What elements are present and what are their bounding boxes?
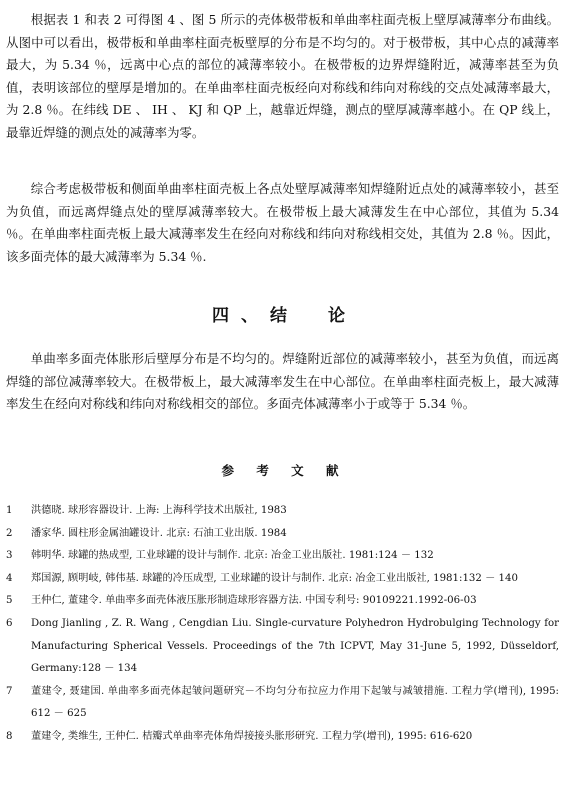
- reference-number: 4: [6, 572, 13, 584]
- reference-number: 5: [6, 595, 13, 607]
- reference-number: 3: [6, 550, 13, 562]
- body-paragraph-2: 综合考虑极带板和侧面单曲率柱面壳板上各点处壁厚减薄率知焊缝附近点处的减薄率较小，甚至为负值，而远离焊缝点处的壁厚减薄率较大。在极带板上最大减薄发生在中心部位，其值为 5.34 ％。在单曲率柱面壳板上最大减薄率发生在经向对称线和纬向对称线相交处，其值为 2.8 ％。因此，该多面壳体的最大减薄率为 5.34 ％.: [6, 181, 559, 264]
- reference-number: 7: [6, 685, 13, 697]
- reference-text: 董建令, 类维生, 王仲仁. 桔瓣式单曲率壳体角焊接接头胀形研究. 工程力学(增刊), 1995: 616-620: [31, 730, 473, 742]
- reference-text: 韩明华. 球罐的热成型, 工业球罐的设计与制作. 北京: 冶金工业出版社. 1981:124 － 132: [31, 550, 434, 562]
- reference-item: [6, 568, 559, 591]
- body-paragraph-1: 根据表 1 和表 2 可得图 4 、图 5 所示的壳体极带板和单曲率柱面壳板上壁厚减薄率分布曲线。从图中可以看出，极带板和单曲率柱面壳板壁厚的分布是不均匀的。对于极带板，其中心点的减薄率最大，为 5.34 ％，远离中心点的部位的减薄率较小。在极带板的边界焊缝附近，减薄率甚至为负值，表明该部位的壁厚是增加的。在单曲率柱面壳板经向对称线和纬向对称线的交点处减薄率最大，为 2.8 ％。在纬线 DE 、 IH 、 KJ 和 QP 上，越靠近焊缝，测点的壁厚减薄率越小。在 QP 线上，最靠近焊缝的测点处的减薄率为零。: [6, 12, 559, 140]
- reference-item: [6, 613, 559, 681]
- reference-item: [6, 500, 559, 523]
- reference-item: [6, 590, 559, 613]
- reference-item: [6, 523, 559, 546]
- reference-item: [6, 726, 559, 749]
- conclusion-paragraph: 单曲率多面壳体胀形后壁厚分布是不均匀的。焊缝附近部位的减薄率较小，甚至为负值，而远离焊缝的部位减薄率较大。在极带板上，最大减薄率发生在中心部位。在单曲率柱面壳板上，最大减薄率发生在经向对称线和纬向对称线相交的部位。多面壳体减薄率小于或等于 5.34 ％。: [6, 351, 559, 411]
- reference-text: Dong Jianling , Z. R. Wang , Cengdian Liu. Single-curvature Polyhedron Hydrobulging Technology for Manufacturing Spherical Vessels. Proceedings of the 7th ICPVT, May 31-June 5, 1992, Düsseldorf, Germany:128 － 134: [31, 617, 559, 675]
- reference-list: [6, 500, 559, 749]
- reference-number: 8: [6, 730, 13, 742]
- references-title: 参 考 文 献: [221, 463, 348, 478]
- reference-item: [6, 681, 559, 726]
- reference-text: 洪德晓. 球形容器设计. 上海: 上海科学技术出版社, 1983: [31, 505, 287, 516]
- reference-text: 王仲仁, 董建令. 单曲率多面壳体液压胀形制造球形容器方法. 中国专利号: 90109221.1992-06-03: [31, 595, 477, 607]
- reference-item: [6, 545, 559, 568]
- reference-number: 6: [6, 617, 13, 629]
- reference-text: 郑国源, 顾明岐, 韩伟基. 球罐的冷压成型, 工业球罐的设计与制作. 北京: 冶金工业出版社, 1981:132 － 140: [31, 572, 519, 584]
- reference-number: 2: [6, 527, 13, 539]
- reference-text: 董建令, 聂建国. 单曲率多面壳体起皱问题研究－不均匀分布拉应力作用下起皱与减皱措施. 工程力学(增刊), 1995: 612 － 625: [31, 685, 559, 720]
- reference-number: 1: [6, 505, 13, 516]
- reference-text: 潘家华. 圆柱形金属油罐设计. 北京: 石油工业出版. 1984: [31, 527, 287, 539]
- section-title: 四、结 论: [212, 306, 357, 326]
